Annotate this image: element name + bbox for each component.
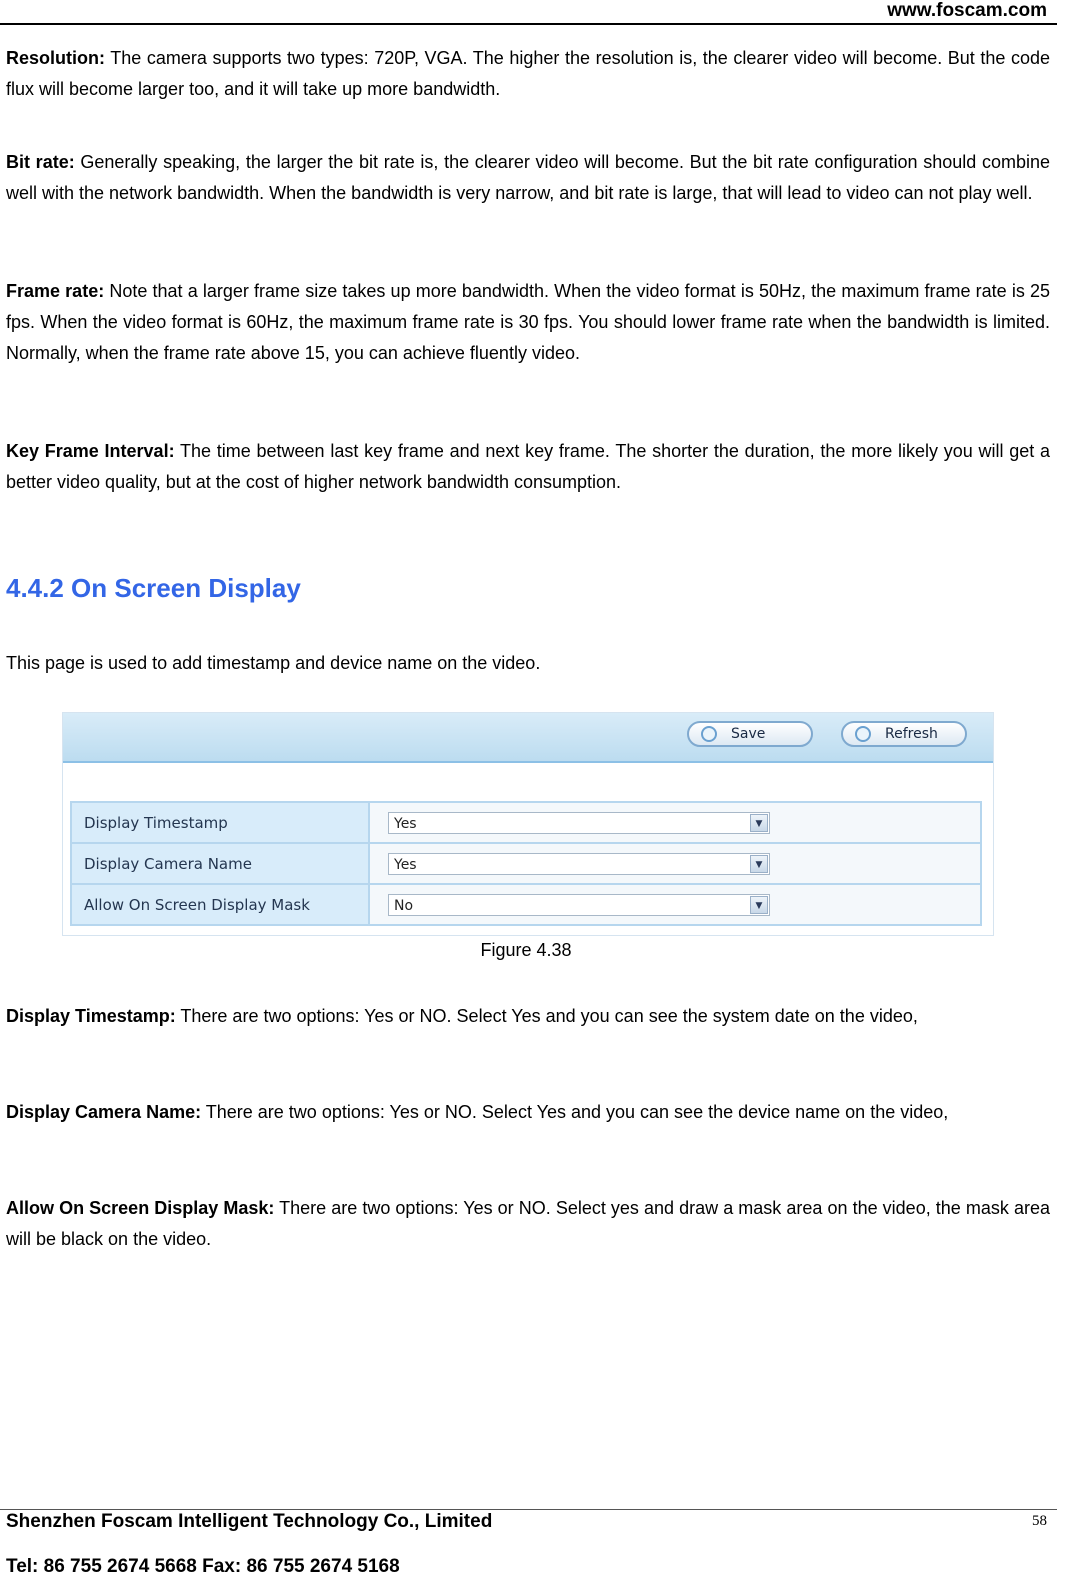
refresh-button[interactable] [841,721,967,747]
section-intro: This page is used to add timestamp and device name on the video. [6,653,541,673]
term-keyframe: Key Frame Interval: [6,441,175,461]
term-resolution: Resolution: [6,48,105,68]
save-button[interactable] [687,721,813,747]
settings-table [70,801,982,926]
refresh-button-label: Refresh [885,726,938,742]
footer-contact: Tel: 86 755 2674 5668 Fax: 86 755 2674 5168 [6,1556,400,1577]
paragraph-bitrate [6,147,1050,209]
description-camera-name [6,1097,1050,1128]
header-divider [0,23,1057,25]
chevron-down-icon[interactable]: ▼ [750,855,768,873]
select-value: No [394,897,414,914]
text-keyframe: The time between last key frame and next key frame. The shorter the duration, the more likely you will get a better video quality, but at the cost of higher network bandwidth consumption. [6,441,1050,492]
description-timestamp [6,1001,1050,1032]
paragraph-keyframe [6,436,1050,498]
text-resolution: The camera supports two types: 720P, VGA. The higher the resolution is, the clearer video will become. But the code flux will become larger too, and it will take up more bandwidth. [6,48,1050,99]
footer-divider [0,1509,1057,1510]
paragraph-framerate [6,276,1050,369]
osd-mask-select[interactable] [388,894,770,916]
section-title: 4.4.2 On Screen Display [6,573,301,603]
page-number: 58 [1032,1513,1047,1529]
description-mask [6,1193,1050,1255]
figure-toolbar [63,713,993,763]
text-framerate: Note that a larger frame size takes up more bandwidth. When the video format is 50Hz, the maximum frame rate is 25 fps. When the video format is 60Hz, the maximum frame rate is 30 fps. You should lower frame rate when the bandwidth is limited. Normally, when the frame rate above 15, you can achieve fluently video. [6,281,1050,363]
term-framerate: Frame rate: [6,281,105,301]
display-timestamp-select[interactable] [388,812,770,834]
table-row [71,802,981,843]
table-row [71,843,981,884]
chevron-down-icon[interactable]: ▼ [750,896,768,914]
row-label: Display Timestamp [71,802,369,843]
term-mask: Allow On Screen Display Mask: [6,1198,275,1218]
save-button-label: Save [731,726,766,742]
row-label: Allow On Screen Display Mask [71,884,369,925]
save-icon [701,726,717,742]
text-timestamp: There are two options: Yes or NO. Select Yes and you can see the system date on the video, [175,1006,918,1026]
text-mask: There are two options: Yes or NO. Select yes and draw a mask area on the video, the mask area will be black on the video. [6,1198,1050,1249]
select-value: Yes [394,856,417,873]
refresh-icon [855,726,871,742]
text-camera-name: There are two options: Yes or NO. Select Yes and you can see the device name on the video, [201,1102,949,1122]
term-timestamp: Display Timestamp: [6,1006,176,1026]
paragraph-resolution [6,43,1050,105]
term-camera-name: Display Camera Name: [6,1102,202,1122]
figure-caption: Figure 4.38 [480,940,572,960]
term-bitrate: Bit rate: [6,152,75,172]
header-website: www.foscam.com [887,0,1047,21]
table-row [71,884,981,925]
figure-osd-settings [62,712,994,936]
text-bitrate: Generally speaking, the larger the bit rate is, the clearer video will become. But the bit rate configuration should combine well with the network bandwidth. When the bandwidth is very narrow, and bit rate is large, that will lead to video can not play well. [6,152,1050,203]
row-label: Display Camera Name [71,843,369,884]
display-camera-name-select[interactable] [388,853,770,875]
footer-company: Shenzhen Foscam Intelligent Technology Co., Limited [6,1511,493,1532]
select-value: Yes [394,815,417,832]
chevron-down-icon[interactable]: ▼ [750,814,768,832]
